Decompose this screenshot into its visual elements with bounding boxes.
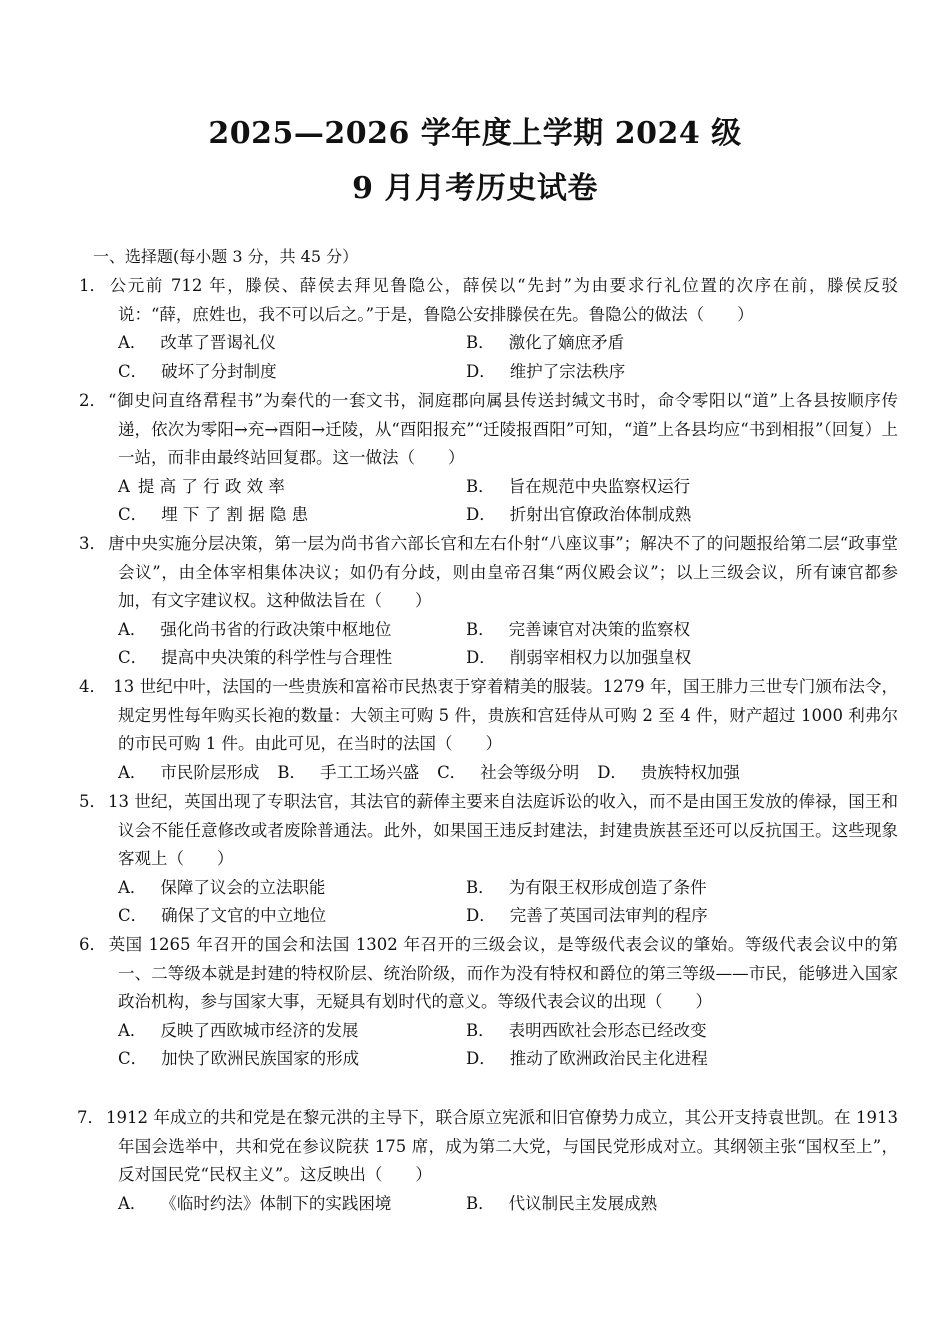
option-label: D． [466, 1049, 496, 1069]
option-text: 旨在规范中央监察权运行 [508, 476, 691, 496]
option-label: A． [118, 877, 147, 897]
question-4 [78, 673, 898, 787]
options [118, 759, 898, 788]
options [118, 1190, 898, 1219]
option-a[interactable] [118, 473, 466, 502]
option-label: C． [118, 505, 148, 525]
question-number: 2． [79, 391, 106, 410]
question-number: 1． [79, 276, 106, 295]
option-b[interactable] [466, 874, 707, 903]
option-a[interactable] [118, 1190, 466, 1219]
exam-title-line1: 2025—2026 学年度上学期 2024 级 [208, 116, 742, 151]
option-b[interactable] [466, 473, 690, 502]
option-text: 完善了英国司法审判的程序 [509, 906, 708, 926]
option-label: D． [597, 762, 627, 782]
option-text: 埋 下 了 割 据 隐 患 [161, 505, 309, 525]
option-text: 表明西欧社会形态已经改变 [508, 1020, 707, 1040]
option-d[interactable] [466, 358, 625, 387]
option-text: 市民阶层形成 [160, 762, 260, 782]
option-label: B． [466, 877, 495, 897]
option-c[interactable] [118, 1045, 466, 1074]
option-label: B． [466, 1020, 495, 1040]
option-c[interactable] [118, 358, 466, 387]
question-stem [78, 673, 898, 759]
question-text: 英国 1265 年召开的国会和法国 1302 年召开的三级会议，是等级代表会议的肇始。等级代表会议中的第一、二等级本就是封建的特权阶层、统治阶级，而作为没有特权和爵位的第三等级——市民，能够进入国家政治机构，参与国家大事，无疑具有划时代的意义。等级代表会议的出现（ ） [108, 935, 898, 1012]
option-text: 手工工场兴盛 [320, 762, 420, 782]
option-a[interactable] [118, 874, 466, 903]
option-d[interactable] [466, 644, 691, 673]
option-label: B． [466, 1193, 495, 1213]
question-text: “御史问直络帬程书”为秦代的一套文书，洞庭郡向属县传送封缄文书时，命令零阳以“道”上各县按顺序传递，依次为零阳→充→酉阳→迁陵，从“酉阳报充”“迁陵报酉阳”可知，“道”上各县均应“书到相报”（回复）上一站，而非由最终站回复郡。这一做法（ ） [108, 391, 898, 468]
option-label: C． [437, 762, 467, 782]
question-text: 13 世纪，英国出现了专职法官，其法官的薪俸主要来自法庭诉讼的收入，而不是由国王发放的俸禄，国王和议会不能任意修改或者废除普通法。此外，如果国王违反封建法，封建贵族甚至还可以反抗国王。这些现象客观上（ ） [108, 792, 898, 869]
option-d[interactable] [597, 759, 740, 788]
option-label: D． [466, 906, 496, 926]
option-a[interactable] [118, 329, 466, 358]
option-c[interactable] [118, 501, 466, 530]
option-text: 激化了嫡庶矛盾 [508, 333, 625, 353]
options [118, 1017, 898, 1074]
option-d[interactable] [466, 501, 691, 530]
option-label: C． [118, 648, 148, 668]
option-label: A． [118, 1193, 147, 1213]
option-text: 维护了宗法秩序 [509, 361, 626, 381]
option-d[interactable] [466, 902, 708, 931]
option-a[interactable] [118, 759, 259, 788]
option-label: C． [118, 361, 148, 381]
option-label: C． [118, 1049, 148, 1069]
option-text: 推动了欧洲政治民主化进程 [509, 1049, 708, 1069]
option-text: 折射出官僚政治体制成熟 [509, 505, 692, 525]
option-label: D． [466, 648, 496, 668]
option-text: 强化尚书省的行政决策中枢地位 [160, 619, 392, 639]
option-label: C． [118, 906, 148, 926]
question-number: 7． [77, 1108, 104, 1127]
option-text: 保障了议会的立法职能 [160, 877, 326, 897]
option-d[interactable] [466, 1045, 708, 1074]
question-text: 公元前 712 年，滕侯、薛侯去拜见鲁隐公，薛侯以“先封”为由要求行礼位置的次序在前，滕侯反驳说：“薛，庶姓也，我不可以后之。”于是，鲁隐公安排滕侯在先。鲁隐公的做法（ ） [108, 276, 898, 324]
option-text: 完善谏官对决策的监察权 [508, 619, 691, 639]
option-label: B． [466, 333, 495, 353]
option-b[interactable] [466, 329, 624, 358]
option-b[interactable] [466, 616, 690, 645]
question-3 [78, 530, 898, 673]
option-text: 改革了晋谒礼仪 [160, 333, 276, 353]
option-text: 削弱宰相权力以加强皇权 [509, 648, 692, 668]
options [118, 874, 898, 931]
option-text: 代议制民主发展成熟 [508, 1193, 658, 1213]
option-label: A． [118, 1020, 147, 1040]
option-text: 贵族特权加强 [640, 762, 740, 782]
options [118, 329, 898, 386]
question-number: 6． [79, 935, 106, 954]
question-1 [78, 272, 898, 386]
option-c[interactable] [118, 902, 466, 931]
question-text: 唐中央实施分层决策，第一层为尚书省六部长官和左右仆射“八座议事”；解决不了的问题报给第二层“政事堂会议”，由全体宰相集体决议；如仍有分歧，则由皇帝召集“两仪殿会议”；以上三级会议，所有谏官都参加，有文字建议权。这种做法旨在（ ） [108, 534, 898, 611]
question-stem [78, 387, 898, 473]
option-label: B． [277, 762, 307, 782]
option-label: A [118, 476, 130, 496]
option-label: A． [118, 333, 147, 353]
option-text: 破坏了分封制度 [161, 361, 277, 381]
question-stem [78, 931, 898, 1017]
question-6 [78, 931, 898, 1074]
option-label: A． [118, 619, 147, 639]
option-text: 加快了欧洲民族国家的形成 [161, 1049, 360, 1069]
option-a[interactable] [118, 1017, 466, 1046]
option-text: 确保了文官的中立地位 [161, 906, 327, 926]
option-b[interactable] [466, 1190, 657, 1219]
option-a[interactable] [118, 616, 466, 645]
question-number: 3． [79, 534, 106, 553]
question-stem [78, 272, 898, 329]
option-text: 提 高 了 行 政 效 率 [137, 476, 285, 496]
option-c[interactable] [118, 644, 466, 673]
option-label: A． [118, 762, 147, 782]
option-b[interactable] [466, 1017, 707, 1046]
option-text: 为有限王权形成创造了条件 [508, 877, 707, 897]
option-text: 《临时约法》体制下的实践困境 [160, 1193, 392, 1213]
option-label: B． [466, 476, 495, 496]
option-b[interactable] [277, 759, 419, 788]
option-text: 提高中央决策的科学性与合理性 [161, 648, 393, 668]
options [118, 473, 898, 530]
option-text: 社会等级分明 [480, 762, 580, 782]
question-stem [68, 1104, 898, 1190]
exam-title-line2: 9 月月考历史试卷 [352, 171, 598, 206]
question-text: 1912 年成立的共和党是在黎元洪的主导下，联合原立宪派和旧官僚势力成立，其公开支持袁世凯。在 1913 年国会选举中，共和党在参议院获 175 席，成为第二大党，与国民党形成对立。其纲领主张“国权至上”，反对国民党“民权主义”。这反映出（ ） [106, 1108, 898, 1185]
question-number: 5． [79, 792, 106, 811]
question-stem [78, 788, 898, 874]
option-label: D． [466, 505, 496, 525]
question-5 [78, 788, 898, 931]
question-2 [78, 387, 898, 530]
option-c[interactable] [437, 759, 579, 788]
option-text: 反映了西欧城市经济的发展 [160, 1020, 359, 1040]
question-text: 13 世纪中叶，法国的一些贵族和富裕市民热衷于穿着精美的服装。1279 年，国王腓力三世专门颁布法令，规定男性每年购买长袍的数量：大领主可购 5 件，贵族和宫廷侍从可购 2 至 4 件，财产超过 1000 利弗尔的市民可购 1 件。由此可见，在当时的法国（ ） [108, 677, 898, 754]
question-stem [78, 530, 898, 616]
question-7 [68, 1104, 898, 1218]
section-heading: 一、选择题(每小题 3 分，共 45 分） [93, 247, 359, 266]
question-number: 4． [79, 677, 106, 696]
option-label: D． [466, 361, 496, 381]
option-label: B． [466, 619, 495, 639]
options [118, 616, 898, 673]
